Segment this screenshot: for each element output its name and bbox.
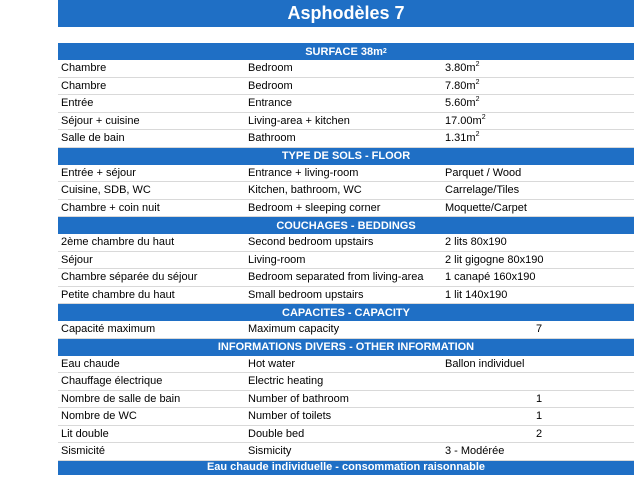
- area-number: 17.00m: [445, 114, 482, 127]
- label-en: Double bed: [248, 427, 305, 440]
- label-en: Living-room: [248, 253, 306, 266]
- area-number: 3.80m: [445, 62, 476, 74]
- table-row: [58, 321, 634, 339]
- table-row: [58, 373, 634, 391]
- area-value: [445, 95, 479, 113]
- area-value: [445, 130, 479, 148]
- surface-header-sup: 2: [382, 47, 387, 55]
- label-fr: Nombre de WC: [61, 410, 137, 422]
- area-sup: 2: [475, 78, 480, 86]
- info-value: 2: [535, 427, 543, 440]
- label-fr: Petite chambre du haut: [61, 288, 175, 301]
- area-sup: 2: [475, 131, 480, 138]
- table-row: [58, 252, 634, 270]
- area-number: 7.80m: [445, 79, 476, 92]
- label-fr: Chambre séparée du séjour: [61, 271, 198, 283]
- label-fr: Salle de bain: [61, 132, 125, 144]
- area-value: [445, 78, 479, 96]
- label-fr: Entrée: [61, 97, 94, 109]
- floor-value: Parquet / Wood: [445, 166, 522, 179]
- table-row: [58, 426, 634, 444]
- section-header-capacity: CAPACITES - CAPACITY: [58, 304, 634, 321]
- label-en: Bedroom: [248, 62, 293, 74]
- info-value: 3 - Modérée: [445, 445, 505, 457]
- table-row: [58, 234, 634, 252]
- table-row: [58, 200, 634, 218]
- label-en: Living-area + kitchen: [248, 114, 350, 127]
- property-sheet: [58, 43, 634, 475]
- table-row: [58, 287, 634, 305]
- section-header-floor: TYPE DE SOLS - FLOOR: [58, 148, 634, 165]
- label-en: Small bedroom upstairs: [248, 288, 364, 301]
- table-row: [58, 391, 634, 409]
- bedding-value: 1 canapé 160x190: [445, 271, 536, 283]
- section-header-info: INFORMATIONS DIVERS - OTHER INFORMATION: [58, 339, 634, 356]
- label-fr: Séjour + cuisine: [61, 114, 140, 127]
- label-fr: Chauffage électrique: [61, 375, 163, 387]
- label-fr: Entrée + séjour: [61, 166, 136, 179]
- label-fr: Lit double: [61, 427, 109, 440]
- table-row: [58, 408, 634, 426]
- page-title: Asphodèles 7: [58, 0, 634, 27]
- bedding-value: 2 lits 80x190: [445, 236, 507, 248]
- label-fr: 2ème chambre du haut: [61, 236, 175, 248]
- area-number: 5.60m: [445, 97, 476, 109]
- label-en: Bedroom separated from living-area: [248, 271, 424, 283]
- area-value: [445, 113, 486, 131]
- label-fr: Nombre de salle de bain: [61, 392, 181, 405]
- area-sup: 2: [475, 61, 480, 68]
- label-fr: Sismicité: [61, 445, 106, 457]
- label-en: Bedroom + sleeping corner: [248, 201, 381, 214]
- table-row: [58, 182, 634, 200]
- area-value: [445, 60, 479, 78]
- label-fr: Cuisine, SDB, WC: [61, 184, 151, 196]
- label-fr: Eau chaude: [61, 357, 120, 370]
- table-row: [58, 60, 634, 78]
- table-row: [58, 95, 634, 113]
- label-en: Second bedroom upstairs: [248, 236, 374, 248]
- capacity-value: 7: [535, 323, 543, 335]
- bedding-value: 1 lit 140x190: [445, 288, 508, 301]
- label-fr: Séjour: [61, 253, 93, 266]
- surface-header-label: SURFACE 38m: [305, 45, 383, 58]
- info-value: 1: [535, 392, 543, 405]
- label-en: Electric heating: [248, 375, 324, 387]
- area-sup: 2: [475, 96, 480, 103]
- table-row: [58, 113, 634, 131]
- label-en: Number of toilets: [248, 410, 332, 422]
- label-fr: Capacité maximum: [61, 323, 156, 335]
- label-en: Number of bathroom: [248, 392, 349, 405]
- floor-value: Carrelage/Tiles: [445, 184, 520, 196]
- bedding-value: 2 lit gigogne 80x190: [445, 253, 544, 266]
- floor-value: Moquette/Carpet: [445, 201, 527, 214]
- table-row: [58, 443, 634, 461]
- label-fr: Chambre: [61, 79, 107, 92]
- table-row: [58, 78, 634, 96]
- info-value: Ballon individuel: [445, 357, 525, 370]
- label-en: Entrance + living-room: [248, 166, 359, 179]
- area-number: 1.31m: [445, 132, 476, 144]
- label-en: Kitchen, bathroom, WC: [248, 184, 362, 196]
- table-row: [58, 356, 634, 374]
- footer-note: Eau chaude individuelle - consommation raisonnable: [58, 461, 634, 475]
- label-en: Bathroom: [248, 132, 296, 144]
- label-en: Hot water: [248, 357, 296, 370]
- info-value: 1: [535, 410, 543, 422]
- label-en: Bedroom: [248, 79, 293, 92]
- section-header-surface: [58, 43, 634, 60]
- label-fr: Chambre + coin nuit: [61, 201, 160, 214]
- label-en: Entrance: [248, 97, 293, 109]
- table-row: [58, 269, 634, 287]
- area-sup: 2: [481, 113, 486, 121]
- table-row: [58, 130, 634, 148]
- label-fr: Chambre: [61, 62, 107, 74]
- label-en: Maximum capacity: [248, 323, 340, 335]
- label-en: Sismicity: [248, 445, 292, 457]
- table-row: [58, 165, 634, 183]
- section-header-beddings: COUCHAGES - BEDDINGS: [58, 217, 634, 234]
